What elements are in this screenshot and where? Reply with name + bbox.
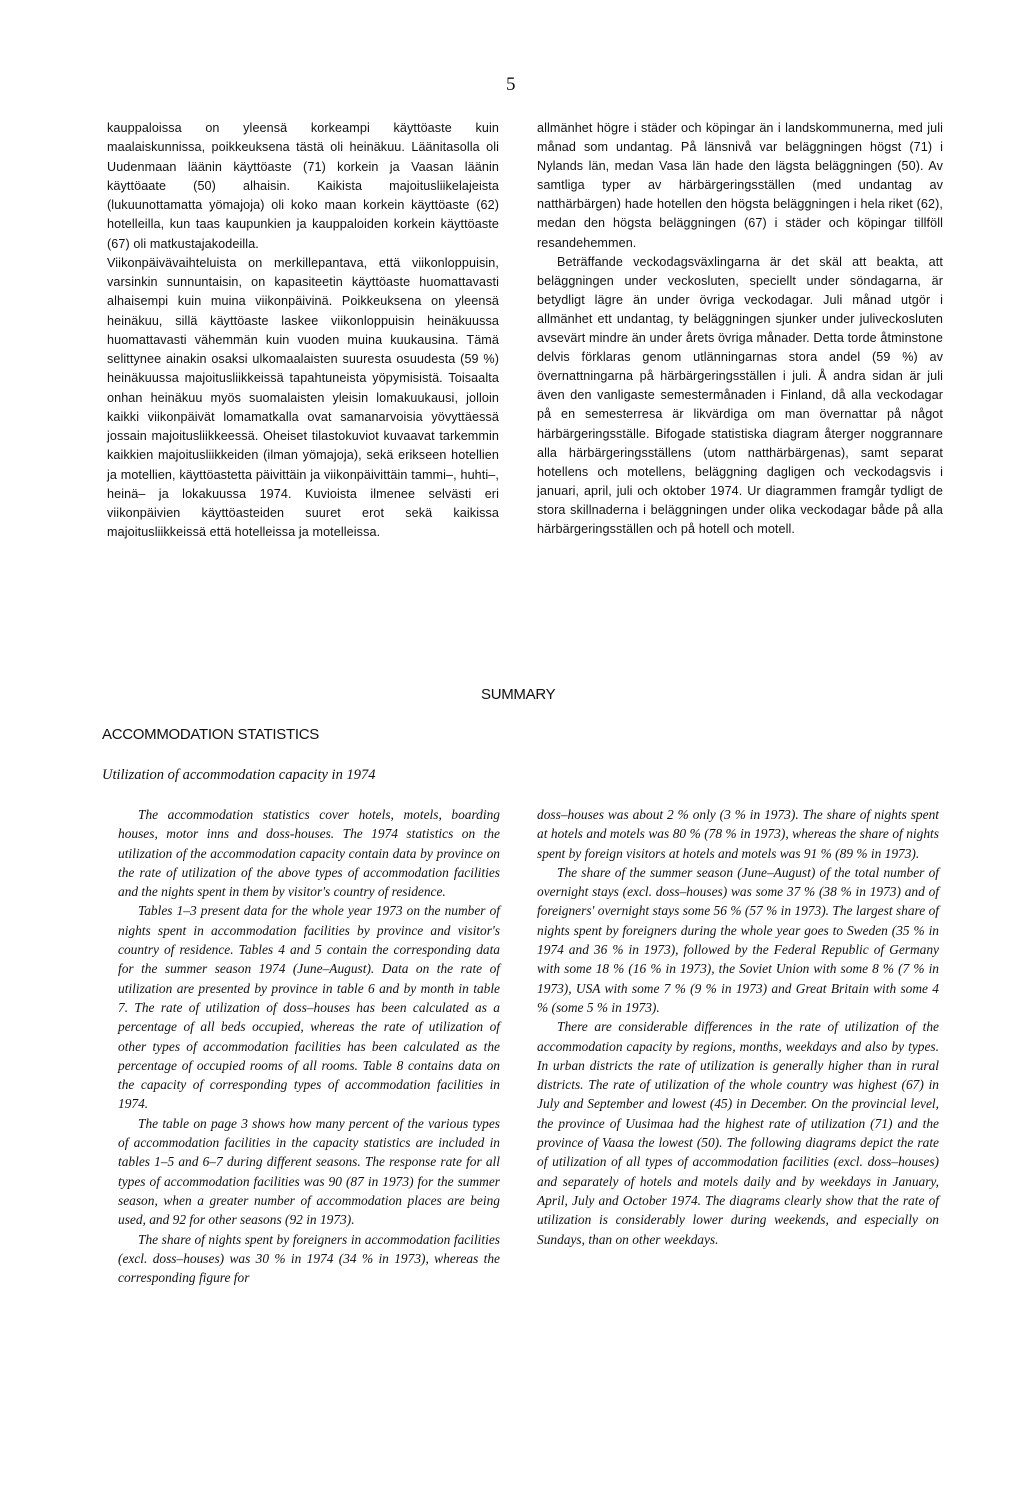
section-subtitle: Utilization of accommodation capacity in 1974	[102, 767, 376, 783]
english-left-column	[118, 805, 500, 1287]
finnish-paragraph-2: Viikonpäivävaihteluista on merkillepantava, että viikonloppuisin, varsinkin sunnuntaisin, on kapasiteetin käyttöaste huomattavasti alhaisempi kuin muina viikonpäivinä. Poikkeuksena on yleensä heinäkuu, sillä käyttöaste laskee viikonloppuisin heinäkuussa huomattavasti vähemmän kuin vuoden muina kuukausina. Tämä selittynee ainakin osaksi ulkomaalaisten suuresta osuudesta (59 %) heinäkuussa majoitusliikkeissä tapahtuneista yöpymisistä. Toisaalta onhan heinäkuu myös suomalaisten yleisin lomakuukausi, jolloin kaikki viikonpäivät lomamatkalla ovat samanarvoisia yövyttäessä jossain majoitusliikkeessä. Oheiset tilastokuviot kuvaavat tarkemmin kaikkien majoitusliikkeiden (ilman yömajoja), sekä erikseen hotellien ja motellien, käyttöastetta päivittäin ja viikonpäivittäin tammi–, huhti–, heinä– ja lokakuussa 1974. Kuvioista ilmenee selvästi eri viikonpäivien käyttöasteiden suuret erot sekä kaikissa majoitusliikkeissä että hotelleissa ja motelleissa.	[107, 255, 499, 540]
english-left-paragraph-3: The table on page 3 shows how many percent of the various types of accommodation facilities in the capacity statistics are included in tables 1–5 and 6–7 during different seasons. The response rate for all types of accommodation facilities was 90 (87 in 1973) for the summer season, when a greater number of accommodation places are being used, and 92 for other seasons (92 in 1973).	[118, 1115, 500, 1228]
section-title: ACCOMMODATION STATISTICS	[102, 726, 319, 743]
swedish-paragraph-1: allmänhet högre i städer och köpingar än i landskommunerna, med juli månad som undantag. På länsnivå var beläggningen högst (71) i Nylands län, medan Vasa län hade den lägsta beläggningen (50). Av samtliga typer av härbärgeringsställen (med undantag av natthärbärgen) hade hotellen den högsta beläggningen i hela riket (62), medan den högsta beläggningen (67) i städer och köpingar tillföll resandehemmen.	[537, 121, 943, 250]
english-right-paragraph-1: doss–houses was about 2 % only (3 % in 1973). The share of nights spent at hotels and motels was 80 % (78 % in 1973), whereas the share of nights spent by foreign visitors at hotels and motels was 91 % (89 % in 1973).	[537, 807, 939, 861]
summary-heading: SUMMARY	[481, 686, 556, 703]
swedish-paragraph-2: Beträffande veckodagsväxlingarna är det skäl att beakta, att beläggningen under veckosluten, speciellt under söndagarna, är betydligt lägre än under övriga veckodagar. Juli månad utgör i allmänhet ett undantag, ty beläggningen sjunker under juliveckosluten avsevärt mindre än under årets övriga månader. Detta torde åtminstone delvis förklaras genom utlänningarnas stora andel (59 %) av övernattningarna på härbärgeringsställen i juli. Å andra sidan är juli även den vanligaste semestermånaden i Finland, då alla veckodagar på en semesterresa är likvärdiga om man övernattar på något härbärgeringsställe. Bifogade statistiska diagram återger noggrannare alla härbärgeringsställens (utom natthärbärgenas), samt separat hotellens och motellens, beläggning dagligen och veckodagsvis i januari, april, juli och oktober 1974. Ur diagrammen framgår tydligt de stora skillnaderna i beläggningen under olika veckodagar både på alla härbärgeringsställen och på hotell och motell.	[537, 254, 943, 536]
finnish-text-column	[107, 119, 499, 543]
english-left-paragraph-2: Tables 1–3 present data for the whole year 1973 on the number of nights spent in accommodation facilities by province and visitor's country of residence. Tables 4 and 5 contain the corresponding data for the summer season 1974 (June–August). Data on the rate of utilization are presented by province in table 6 and by month in table 7. The rate of utilization of doss–houses has been calculated as a percentage of all beds occupied, whereas the rate of utilization of other types of accommodation facilities has been calculated as the percentage of occupied rooms of all rooms. Table 8 contains data on the capacity of corresponding types of accommodation facilities in 1974.	[118, 903, 500, 1112]
page-number: 5	[506, 74, 516, 95]
english-right-paragraph-3: There are considerable differences in the rate of utilization of the accommodation capacity by regions, months, weekdays and also by types. In urban districts the rate of utilization is generally higher than in rural districts. The rate of utilization of the whole country was highest (67) in July and September and lowest (45) in December. On the provincial level, the province of Uusimaa had the highest rate of utilization (71) and the province of Vaasa the lowest (50). The following diagrams depict the rate of utilization of all types of accommodation facilities (excl. doss–houses) and separately of hotels and motels daily and by weekdays in January, April, July and October 1974. The diagrams clearly show that the rate of utilization is considerably lower during weekends, and especially on Sundays, than on other weekdays.	[537, 1019, 939, 1247]
finnish-paragraph-1: kauppaloissa on yleensä korkeampi käyttöaste kuin maalaiskunnissa, poikkeuksena tästä oli heinäkuu. Läänitasolla oli Uudenmaan läänin käyttöaste (71) korkein ja Vaasan läänin käyttöaate (50) alhaisin. Kaikista majoitusliikelajeista (lukuunottamatta yömajoja) oli koko maan korkein käyttöaste (62) hotelleilla, kun taas kaupunkien ja kauppaloiden korkein käyttöaste (67) oli matkustajakodeilla.	[107, 121, 499, 251]
english-right-paragraph-2: The share of the summer season (June–August) of the total number of overnight stays (excl. doss–houses) was some 37 % (38 % in 1973) and of foreigners' overnight stays some 56 % (57 % in 1973). The largest share of nights spent by foreigners during the whole year goes to Sweden (35 % in 1974 and 36 % in 1973), followed by the Federal Republic of Germany with some 18 % (16 % in 1973), the Soviet Union with some 8 % (7 % in 1973), USA with some 7 % (9 % in 1973) and Great Britain with some 4 % (some 5 % in 1973).	[537, 864, 939, 1015]
english-left-paragraph-4: The share of nights spent by foreigners in accommodation facilities (excl. doss–houses) was 30 % in 1974 (34 % in 1973), whereas the corresponding figure for	[118, 1231, 500, 1286]
english-left-paragraph-1: The accommodation statistics cover hotels, motels, boarding houses, motor inns and doss-houses. The 1974 statistics on the utilization of the accommodation capacity contain data by province on the rate of utilization of the above types of accommodation facilities and the nights spent in them by visitor's country of residence.	[118, 807, 500, 900]
english-right-column	[537, 805, 939, 1249]
swedish-text-column	[537, 119, 943, 539]
